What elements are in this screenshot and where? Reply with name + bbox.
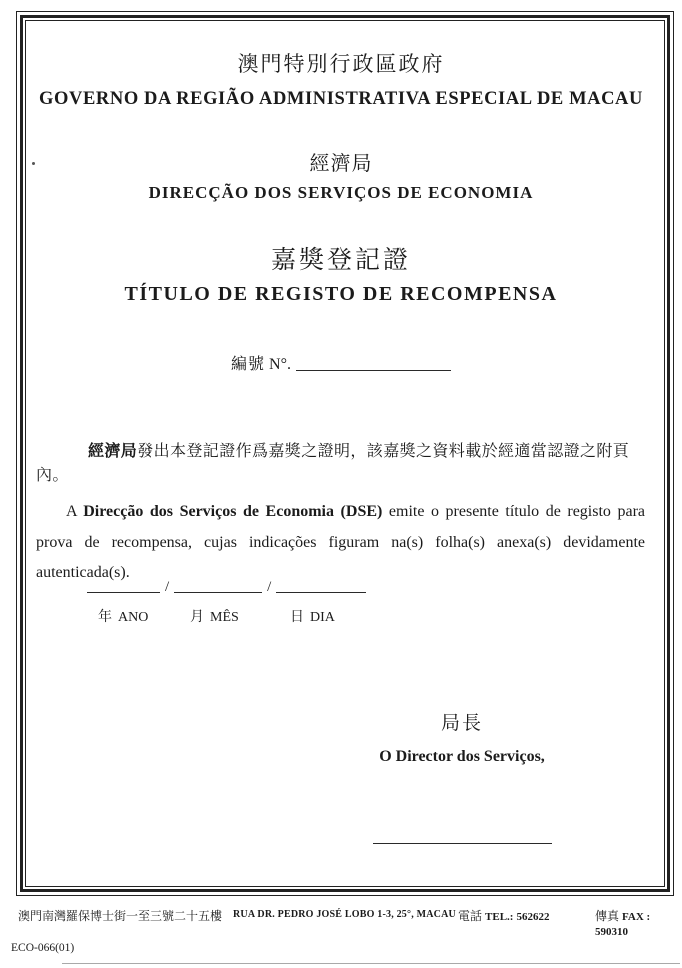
signature-line bbox=[373, 843, 552, 844]
body-zh-issuer: 經濟局 bbox=[88, 443, 138, 460]
tel-label-zh: 電話 bbox=[458, 909, 483, 923]
government-title-pt: GOVERNO DA REGIÃO ADMINISTRATIVA ESPECIAL DE MACAU bbox=[39, 89, 643, 109]
date-fill-in-block bbox=[87, 578, 387, 628]
fax-label-pt: FAX : bbox=[622, 911, 651, 923]
fax-label-zh: 傳真 bbox=[595, 909, 620, 923]
year-label bbox=[98, 606, 148, 626]
body-pt-prefix: A bbox=[66, 503, 84, 520]
signature-block bbox=[362, 708, 562, 766]
day-label-pt: DIA bbox=[310, 610, 335, 625]
footer-address-pt: RUA DR. PEDRO JOSÉ LOBO 1-3, 25°, MACAU bbox=[233, 909, 456, 920]
serial-label-pt: N°. bbox=[269, 356, 291, 373]
month-field bbox=[174, 578, 262, 593]
footer-address-zh: 澳門南灣羅保博士街一至三號二十五樓 bbox=[18, 909, 223, 923]
date-slash-1: / bbox=[165, 579, 170, 595]
scan-edge-line bbox=[62, 963, 680, 964]
month-label-zh: 月 bbox=[190, 610, 205, 625]
footer-fax bbox=[595, 907, 682, 939]
serial-number-row bbox=[0, 351, 682, 374]
date-slash-2: / bbox=[267, 579, 272, 595]
serial-number-field bbox=[296, 356, 451, 371]
body-paragraph-pt bbox=[36, 497, 645, 589]
day-field bbox=[276, 578, 366, 593]
year-field bbox=[87, 578, 160, 593]
certificate-title-pt: TÍTULO DE REGISTO DE RECOMPENSA bbox=[124, 283, 558, 305]
director-title-pt: O Director dos Serviços, bbox=[379, 748, 545, 765]
year-label-zh: 年 bbox=[98, 610, 113, 625]
tel-label-pt: TEL.: bbox=[485, 911, 514, 923]
government-title-zh: 澳門特別行政區政府 bbox=[237, 52, 445, 76]
month-label-pt: MÊS bbox=[210, 610, 239, 625]
day-label-zh: 日 bbox=[290, 610, 305, 625]
fax-number: 590310 bbox=[595, 926, 628, 938]
day-label bbox=[290, 606, 335, 626]
tel-number: 562622 bbox=[516, 911, 550, 923]
serial-label-zh: 編號 bbox=[231, 356, 266, 373]
body-pt-issuer: Direcção dos Serviços de Economia (DSE) bbox=[83, 503, 383, 520]
director-title-zh: 局長 bbox=[440, 713, 483, 734]
department-title-pt: DIRECÇÃO DOS SERVIÇOS DE ECONOMIA bbox=[148, 183, 534, 202]
body-zh-text: 發出本登記證作爲嘉獎之證明，該嘉獎之資料載於經適當認證之附頁內。 bbox=[36, 443, 630, 484]
body-text-block bbox=[36, 440, 645, 589]
footer-address-row bbox=[0, 907, 682, 938]
body-paragraph-zh bbox=[36, 440, 645, 488]
department-title-zh: 經濟局 bbox=[309, 153, 373, 175]
month-label bbox=[190, 606, 239, 626]
certificate-title-zh: 嘉獎登記證 bbox=[270, 247, 411, 274]
body-pt-text: emite o presente título de registo para prova de recompensa, cujas indicações figuram na(s) folha(s) anexa(s) devidamente autenticada(s). bbox=[36, 503, 646, 581]
footer-telephone bbox=[458, 907, 549, 924]
form-code: ECO-066(01) bbox=[11, 942, 75, 954]
year-label-pt: ANO bbox=[118, 610, 149, 625]
